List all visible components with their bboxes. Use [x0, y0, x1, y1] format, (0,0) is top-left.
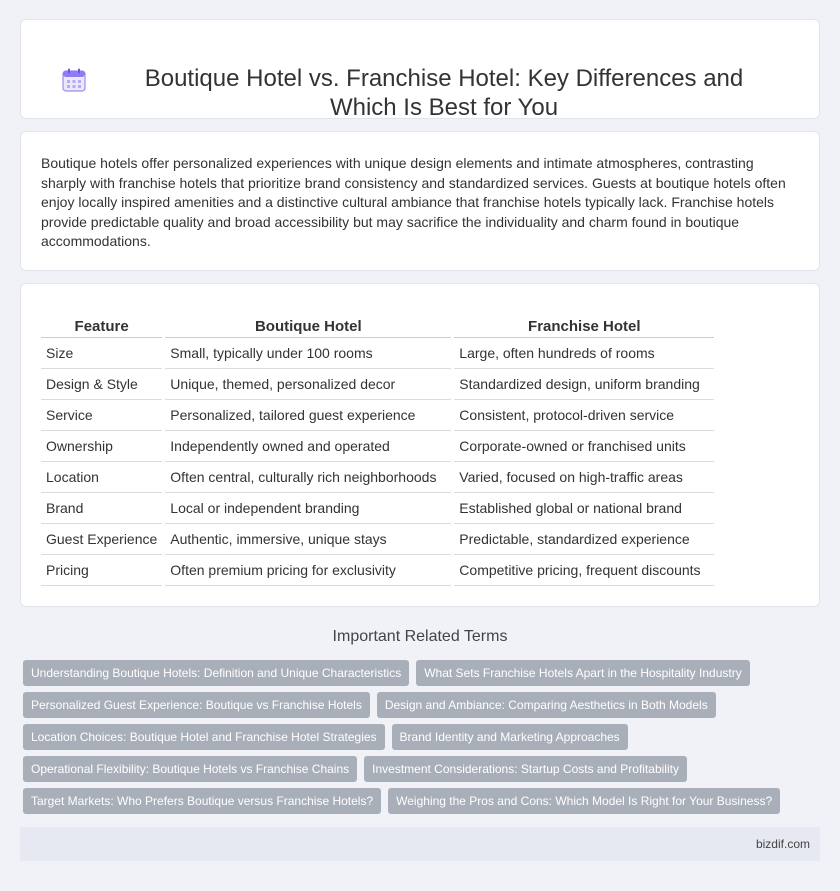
franchise-cell: Consistent, protocol-driven service — [454, 400, 714, 431]
boutique-cell: Independently owned and operated — [165, 431, 451, 462]
franchise-cell: Predictable, standardized experience — [454, 524, 714, 555]
related-term-tag[interactable]: What Sets Franchise Hotels Apart in the Hospitality Industry — [416, 660, 749, 686]
related-term-tag[interactable]: Personalized Guest Experience: Boutique vs Franchise Hotels — [23, 692, 370, 718]
header-boutique: Boutique Hotel — [165, 316, 451, 338]
feature-cell: Location — [41, 462, 162, 493]
feature-cell: Guest Experience — [41, 524, 162, 555]
tag-row — [23, 724, 823, 750]
intro-paragraph: Boutique hotels offer personalized experiences with unique design elements and intimate atmospheres, contrasting sharply with franchise hotels that prioritize brand consistency and standardized services. Guests at boutique hotels often enjoy locally inspired amenities and a distinctive cultural ambiance that franchise hotels typically lack. Franchise hotels provide predictable quality and broad accessibility but may sacrifice the individuality and charm found in boutique accommodations. — [41, 155, 786, 250]
table-header-row — [41, 316, 714, 338]
boutique-cell: Unique, themed, personalized decor — [165, 369, 451, 400]
franchise-cell: Standardized design, uniform branding — [454, 369, 714, 400]
boutique-cell: Local or independent branding — [165, 493, 451, 524]
intro-card — [20, 131, 820, 271]
footer-site-link[interactable]: bizdif.com — [755, 837, 810, 851]
header-card — [20, 19, 820, 119]
table-row — [41, 555, 714, 586]
comparison-card — [20, 283, 820, 607]
related-term-tag[interactable]: Operational Flexibility: Boutique Hotels vs Franchise Chains — [23, 756, 357, 782]
table-row — [41, 369, 714, 400]
header-franchise: Franchise Hotel — [454, 316, 714, 338]
feature-cell: Brand — [41, 493, 162, 524]
franchise-cell: Large, often hundreds of rooms — [454, 338, 714, 369]
calendar-icon — [61, 67, 87, 93]
boutique-cell: Often premium pricing for exclusivity — [165, 555, 451, 586]
related-term-tag[interactable]: Target Markets: Who Prefers Boutique versus Franchise Hotels? — [23, 788, 381, 814]
boutique-cell: Often central, culturally rich neighborhoods — [165, 462, 451, 493]
related-term-tag[interactable]: Brand Identity and Marketing Approaches — [392, 724, 628, 750]
title-wrap — [61, 40, 779, 122]
feature-cell: Pricing — [41, 555, 162, 586]
feature-cell: Service — [41, 400, 162, 431]
table-row — [41, 524, 714, 555]
feature-cell: Size — [41, 338, 162, 369]
boutique-cell: Small, typically under 100 rooms — [165, 338, 451, 369]
related-term-tag[interactable]: Design and Ambiance: Comparing Aesthetics in Both Models — [377, 692, 716, 718]
franchise-cell: Competitive pricing, frequent discounts — [454, 555, 714, 586]
boutique-cell: Personalized, tailored guest experience — [165, 400, 451, 431]
table-row — [41, 493, 714, 524]
boutique-cell: Authentic, immersive, unique stays — [165, 524, 451, 555]
page-title: Boutique Hotel vs. Franchise Hotel: Key Differences and Which Is Best for You — [144, 65, 744, 121]
tag-row — [23, 788, 823, 814]
header-feature: Feature — [41, 316, 162, 338]
feature-cell: Design & Style — [41, 369, 162, 400]
feature-cell: Ownership — [41, 431, 162, 462]
table-row — [41, 462, 714, 493]
tag-row — [23, 692, 823, 718]
related-term-tag[interactable]: Understanding Boutique Hotels: Definition and Unique Characteristics — [23, 660, 409, 686]
comparison-table — [38, 316, 717, 586]
related-terms-tags — [23, 660, 823, 820]
related-term-tag[interactable]: Location Choices: Boutique Hotel and Franchise Hotel Strategies — [23, 724, 385, 750]
tag-row — [23, 660, 823, 686]
franchise-cell: Varied, focused on high-traffic areas — [454, 462, 714, 493]
related-terms-title: Important Related Terms — [332, 628, 508, 645]
table-row — [41, 338, 714, 369]
table-row — [41, 400, 714, 431]
related-term-tag[interactable]: Weighing the Pros and Cons: Which Model Is Right for Your Business? — [388, 788, 780, 814]
tag-row — [23, 756, 823, 782]
table-row — [41, 431, 714, 462]
related-term-tag[interactable]: Investment Considerations: Startup Costs and Profitability — [364, 756, 687, 782]
footer — [20, 827, 820, 861]
franchise-cell: Established global or national brand — [454, 493, 714, 524]
franchise-cell: Corporate-owned or franchised units — [454, 431, 714, 462]
